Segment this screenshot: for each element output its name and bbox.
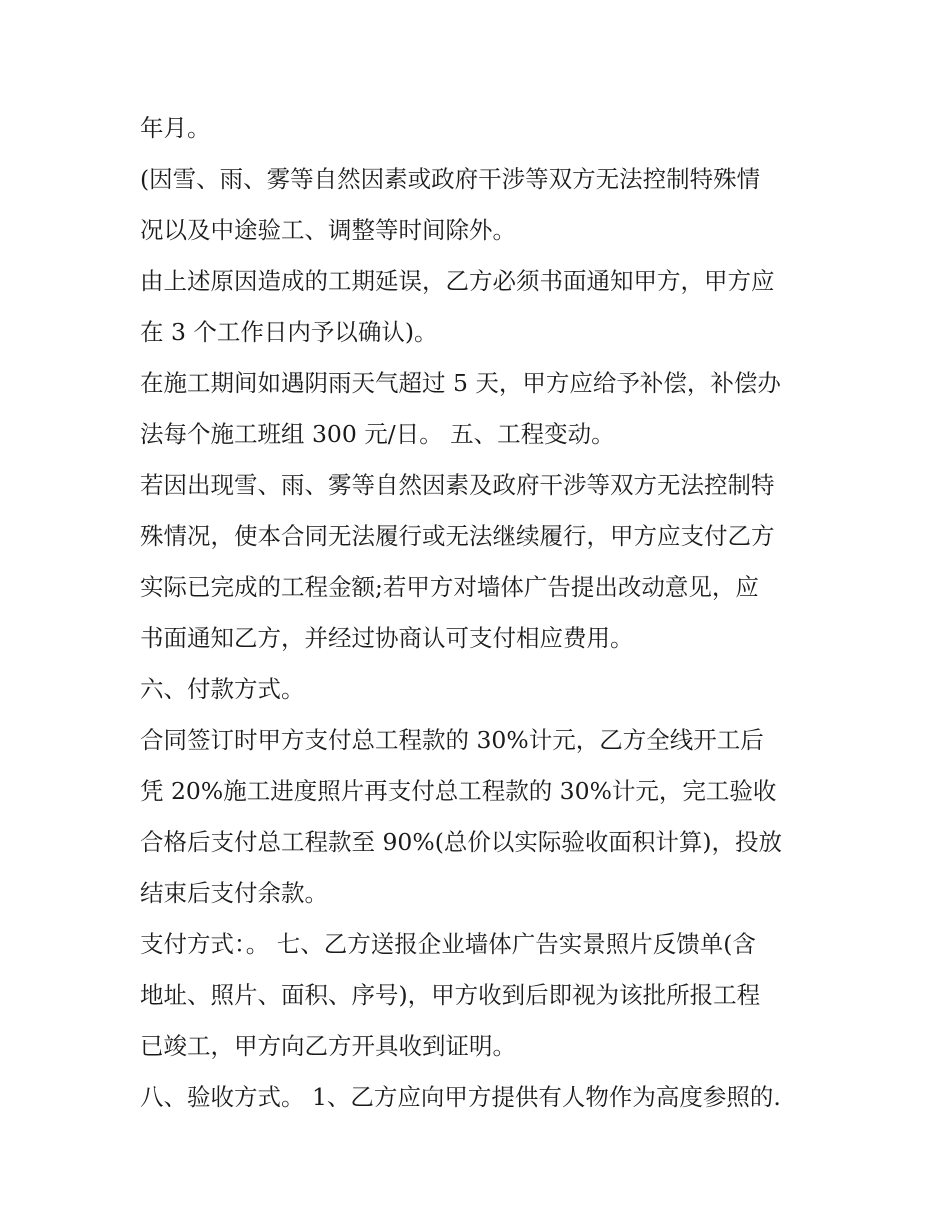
text-line: 由上述原因造成的工期延误，乙方必须书面通知甲方，甲方应 <box>140 267 775 295</box>
text-line: 年月。 <box>140 114 211 142</box>
text-line: 已竣工，甲方向乙方开具收到证明。 <box>140 1032 516 1060</box>
text-line: 若因出现雪、雨、雾等自然因素及政府干涉等双方无法控制特 <box>140 471 775 499</box>
text-line: 在施工期间如遇阴雨天气超过 5 天，甲方应给予补偿，补偿办 <box>140 369 781 397</box>
text-line: 凭 20%施工进度照片再支付总工程款的 30%计元，完工验收 <box>140 777 777 805</box>
text-line: 况以及中途验工、调整等时间除外。 <box>140 216 516 244</box>
text-line: 合格后支付总工程款至 90%(总价以实际验收面积计算)，投放 <box>140 828 783 856</box>
text-line: 在 3 个工作日内予以确认)。 <box>140 318 438 346</box>
text-line: 实际已完成的工程金额;若甲方对墙体广告提出改动意见，应 <box>140 573 759 601</box>
text-line: 八、验收方式。 1、乙方应向甲方提供有人物作为高度参照的. <box>140 1083 781 1111</box>
text-line: 法每个施工班组 300 元/日。 五、工程变动。 <box>140 420 615 448</box>
text-line: 地址、照片、面积、序号)，甲方收到后即视为该批所报工程 <box>140 981 761 1009</box>
text-line: 书面通知乙方，并经过协商认可支付相应费用。 <box>140 624 634 652</box>
document-body <box>140 108 840 1128</box>
text-line: 支付方式：。 七、乙方送报企业墙体广告实景照片反馈单(含 <box>140 930 756 958</box>
text-line: 殊情况，使本合同无法履行或无法继续履行，甲方应支付乙方 <box>140 522 775 550</box>
text-line: 合同签订时甲方支付总工程款的 30%计元，乙方全线开工后 <box>140 726 764 754</box>
text-line: (因雪、雨、雾等自然因素或政府干涉等双方无法控制特殊情 <box>140 165 761 193</box>
section-heading: 六、付款方式。 <box>140 675 305 703</box>
text-line: 结束后支付余款。 <box>140 879 328 907</box>
